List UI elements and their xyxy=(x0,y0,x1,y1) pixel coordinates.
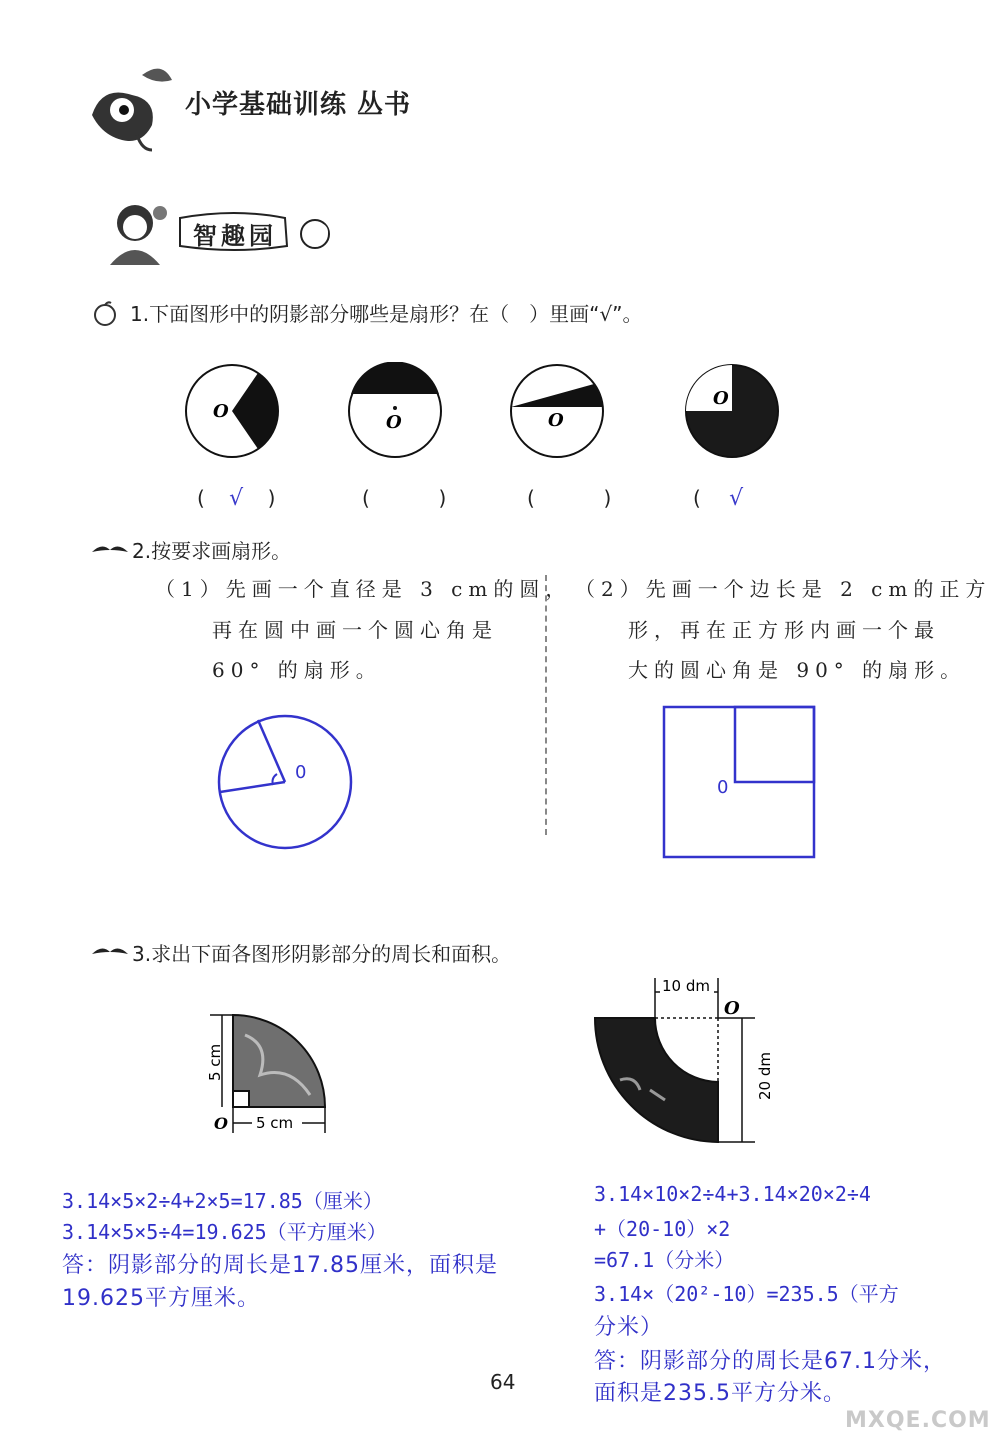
page-number: 64 xyxy=(490,1370,516,1394)
q3-figure-1 xyxy=(200,1005,340,1145)
q3-fig1-center-label: O xyxy=(214,1114,228,1133)
q2-part1-line2: 再在圆中画一个圆心角是 xyxy=(212,618,498,642)
q2-drawn-square xyxy=(662,705,816,859)
q1-figure-c xyxy=(508,362,606,460)
q3-answer-right-7: 面积是235.5平方分米。 xyxy=(594,1381,846,1406)
watermark: MXQE.COM xyxy=(845,1408,991,1433)
q2-part1-line3: 60° 的扇形。 xyxy=(212,658,382,682)
q1-answer-c: ( ) xyxy=(527,486,612,510)
q3-fig1-dim-v: 5 cm xyxy=(206,1043,224,1081)
q3-answer-right-5: 分米） xyxy=(594,1315,664,1340)
q3-answer-right-3: =67.1（分米） xyxy=(594,1248,735,1272)
q3-fig2-dim-top: 10 dm xyxy=(662,977,710,995)
check-mark: √ xyxy=(229,486,244,511)
q2-circle-center-label: 0 xyxy=(295,762,307,783)
q3-figure-2 xyxy=(590,970,790,1150)
q3-fig1-dim-h: 5 cm xyxy=(256,1114,294,1132)
q3-answer-left-3: 答：阴影部分的周长是17.85厘米，面积是 xyxy=(62,1253,498,1278)
q1-answer-d: ( √ xyxy=(693,486,744,511)
q1-answer-b: ( ) xyxy=(362,486,447,510)
q1-figure-b xyxy=(346,362,444,460)
q2-square-center-label: 0 xyxy=(717,777,729,798)
q1-figure-d xyxy=(683,362,781,460)
q3-answer-left-2: 3.14×5×5÷4=19.625（平方厘米） xyxy=(62,1220,387,1244)
q2-prompt: 2.按要求画扇形。 xyxy=(132,539,292,563)
q2-part2-line2: 形，再在正方形内画一个最 xyxy=(628,618,940,642)
center-label-c: O xyxy=(548,410,564,431)
q3-fig2-dim-right: 20 dm xyxy=(756,1052,774,1100)
divider-dashed xyxy=(545,575,547,835)
apple-icon xyxy=(92,300,118,330)
bird-icon xyxy=(90,942,130,964)
check-mark: √ xyxy=(729,486,744,511)
q3-answer-right-4: 3.14×（20²-10）=235.5（平方 xyxy=(594,1282,899,1306)
q3-answer-right-1: 3.14×10×2÷4+3.14×20×2÷4 xyxy=(594,1182,871,1206)
center-label-a: O xyxy=(213,401,229,422)
q3-answer-right-2: +（20-10）×2 xyxy=(594,1217,731,1241)
series-title: 小学基础训练 丛书 xyxy=(185,90,412,120)
section-badge-label: 智趣园 xyxy=(193,222,277,250)
q2-drawn-circle xyxy=(215,712,355,852)
q2-part1-line1: （1）先画一个直径是 3 cm的圆， xyxy=(155,577,572,601)
q2-part2-line1: （2）先画一个边长是 2 cm的正方 xyxy=(575,577,992,601)
series-logo-illustration xyxy=(82,55,182,155)
center-label-d: O xyxy=(713,388,729,409)
q3-answer-right-6: 答：阴影部分的周长是67.1分米， xyxy=(594,1349,946,1374)
bird-icon xyxy=(90,540,130,562)
q3-fig2-center-label: O xyxy=(724,998,740,1019)
section-badge-illustration xyxy=(95,195,175,270)
q3-answer-left-1: 3.14×5×2÷4+2×5=17.85（厘米） xyxy=(62,1189,383,1213)
q1-prompt: 1.下面图形中的阴影部分哪些是扇形？在（ ）里画“√”。 xyxy=(130,302,643,326)
q1-answer-a: ( √ ) xyxy=(197,486,276,511)
q2-part2-line3: 大的圆心角是 90° 的扇形。 xyxy=(628,658,967,682)
q3-prompt: 3.求出下面各图形阴影部分的周长和面积。 xyxy=(132,942,512,966)
q3-answer-left-4: 19.625平方厘米。 xyxy=(62,1286,260,1311)
section-badge xyxy=(175,208,335,254)
center-label-b: O xyxy=(386,412,402,433)
q1-figure-a xyxy=(183,362,281,460)
